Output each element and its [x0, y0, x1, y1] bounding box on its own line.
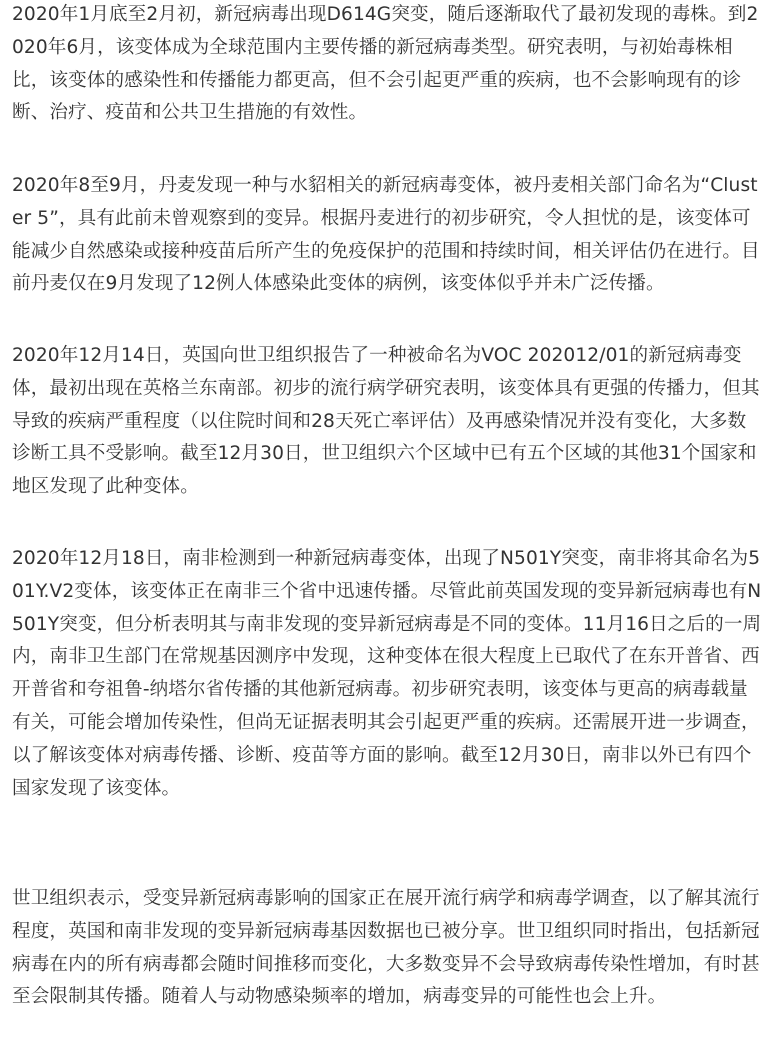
paragraph-d614g: 2020年1月底至2月初，新冠病毒出现D614G突变，随后逐渐取代了最初发现的毒株。到2020年6月，该变体成为全球范围内主要传播的新冠病毒类型。研究表明，与初始毒株相比，该变体的感染性和传播能力都更高，但不会引起更严重的疾病，也不会影响现有的诊断、治疗、疫苗和公共卫生措施的有效性。: [12, 4, 759, 124]
paragraph-uk-voc: 2020年12月14日，英国向世卫组织报告了一种被命名为VOC 202012/01的新冠病毒变体，最初出现在英格兰东南部。初步的流行病学研究表明，该变体具有更强的传播力，但其导致的疾病严重程度（以住院时间和28天死亡率评估）及再感染情况并没有变化，大多数诊断工具不受影响。截至12月30日，世卫组织六个区域中已有五个区域的其他31个国家和地区发现了此种变体。: [12, 345, 760, 498]
paragraph-denmark-cluster5: 2020年8至9月，丹麦发现一种与水貂相关的新冠病毒变体，被丹麦相关部门命名为“Cluster 5”，具有此前未曾观察到的变异。根据丹麦进行的初步研究，令人担忧的是，该变体可能减少自然感染或接种疫苗后所产生的免疫保护的范围和持续时间，相关评估仍在进行。目前丹麦仅在9月发现了12例人体感染此变体的病例，该变体似乎并未广泛传播。: [12, 175, 760, 295]
paragraph-who-statement: 世卫组织表示，受变异新冠病毒影响的国家正在展开流行病学和病毒学调查，以了解其流行程度，英国和南非发现的变异新冠病毒基因数据也已被分享。世卫组织同时指出，包括新冠病毒在内的所有病毒都会随时间推移而变化，大多数变异不会导致病毒传染性增加，有时甚至会限制其传播。随着人与动物感染频率的增加，病毒变异的可能性也会上升。: [12, 888, 760, 1008]
paragraph-south-africa-501y: 2020年12月18日，南非检测到一种新冠病毒变体，出现了N501Y突变，南非将其命名为501Y.V2变体，该变体正在南非三个省中迅速传播。尽管此前英国发现的变异新冠病毒也有N501Y突变，但分析表明其与南非发现的变异新冠病毒是不同的变体。11月16日之后的一周内，南非卫生部门在常规基因测序中发现，这种变体在很大程度上已取代了在东开普省、西开普省和夸祖鲁-纳塔尔省传播的其他新冠病毒。初步研究表明，该变体与更高的病毒载量有关，可能会增加传染性，但尚无证据表明其会引起更严重的疾病。还需展开进一步调查，以了解该变体对病毒传播、诊断、疫苗等方面的影响。截至12月30日，南非以外已有四个国家发现了该变体。: [12, 548, 762, 799]
